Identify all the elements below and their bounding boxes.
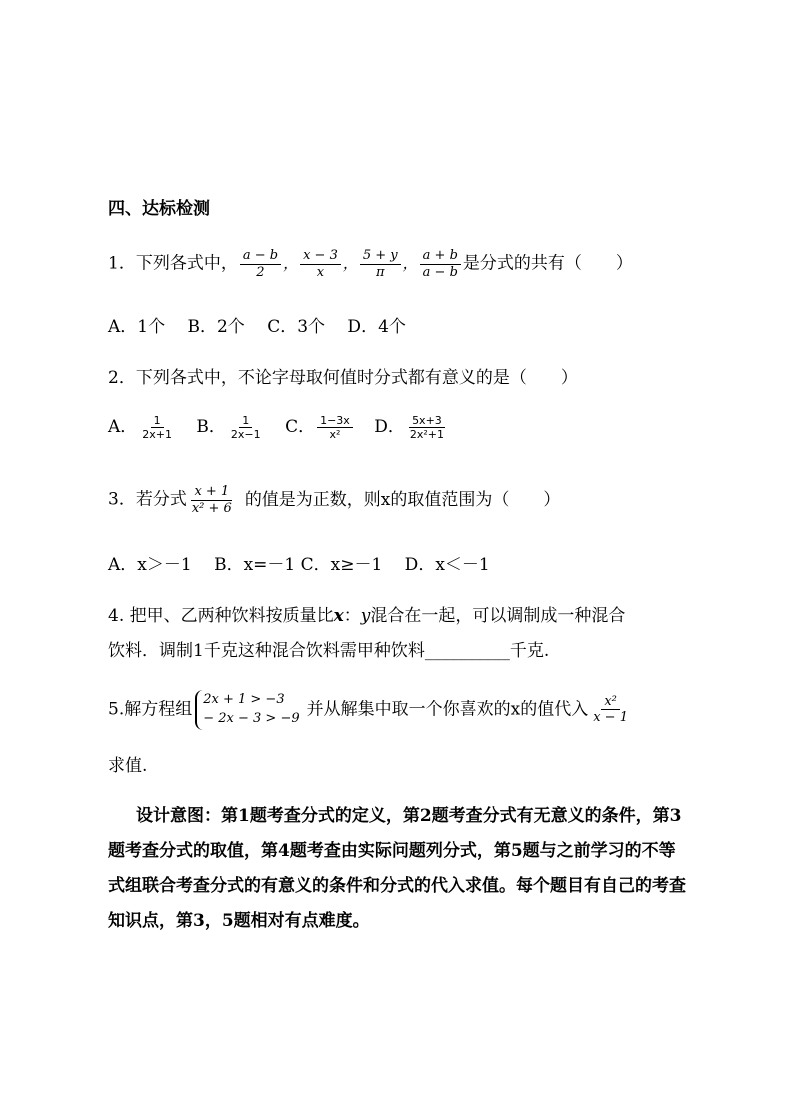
q5-fraction: $\frac{\text{x²}}{x - 1}$	[593, 693, 628, 726]
q2-option-b-fraction: $\frac{1}{2x-1}$	[230, 414, 261, 442]
q1-fraction-3: $\frac{5 + y}{\pi}$	[360, 248, 401, 280]
q1-fraction-1: $\frac{a - b}{2}$	[240, 248, 281, 280]
question-1: 1．下列各式中， $\frac{a - b}{2}$ ， $\frac{x - 3}{x}$ ， $\frac{5 + y}{\pi}$ ， $\frac{a + b}{a - b}$ 是分式的共有（ ）	[108, 248, 633, 280]
question-3: 3．若分式 $\frac{x + 1}{\text{x² + 6}}$ 的值是为正数，则x的取值范围为（ ）	[108, 484, 561, 516]
q1-prefix: 1．下列各式中，	[108, 253, 238, 274]
question-4-line-1: 4. 把甲、乙两种饮料按质量比x：y混合在一起，可以调制成一种混合	[108, 606, 626, 626]
q5-equation-system: 2x + 1 > −3 − 2x − 3 > −9	[195, 690, 303, 730]
q2-option-a-fraction: $\frac{1}{2x+1}$	[142, 414, 173, 442]
q2-option-d-fraction: $\frac{5x+3}{\text{2x²+1}}$	[409, 414, 444, 442]
q3-fraction: $\frac{x + 1}{\text{x² + 6}}$	[191, 484, 232, 516]
q1-suffix: 是分式的共有（ ）	[462, 253, 633, 274]
q2-options: A． $\frac{1}{2x+1}$ B． $\frac{1}{2x-1}$ C． $\frac{1-3x}{\text{x²}}$ D． $\frac{5x+3}{\text{2x²+1}}$	[108, 414, 750, 441]
q1-fraction-2: $\frac{x - 3}{x}$	[300, 248, 341, 280]
q2-option-c-fraction: $\frac{1-3x}{\text{x²}}$	[317, 414, 353, 441]
section-title: 四、达标检测	[108, 199, 210, 219]
q1-fraction-4: $\frac{a + b}{a - b}$	[420, 248, 461, 280]
q1-options: A．1个 B．2个 C．3个 D．4个	[108, 317, 406, 337]
design-intent-paragraph: 设计意图：第1题考查分式的定义，第2题考查分式有无意义的条件，第3题考查分式的取值，第4题考查由实际问题列分式，第5题与之前学习的不等式组联合考查分式的有意义的条件和分式的代入求值。每个题目有自己的考查知识点，第3，5题相对有点难度。	[108, 806, 686, 931]
question-4-line-2: 饮料．调制1千克这种混合饮料需甲种饮料__________千克.	[108, 641, 550, 661]
q3-options: A．x＞－1 B．x=－1 C．x≥－1 D．x＜－1	[108, 555, 490, 575]
question-5-line-2: 求值.	[108, 756, 148, 776]
question-5-line-1: 5.解方程组 2x + 1 > −3 − 2x − 3 > −9 并从解集中取一个你喜欢的x的值代入 $\frac{\text{x²}}{x - 1}$	[108, 690, 750, 730]
question-2: 2．下列各式中，不论字母取何值时分式都有意义的是（ ）	[108, 368, 578, 388]
